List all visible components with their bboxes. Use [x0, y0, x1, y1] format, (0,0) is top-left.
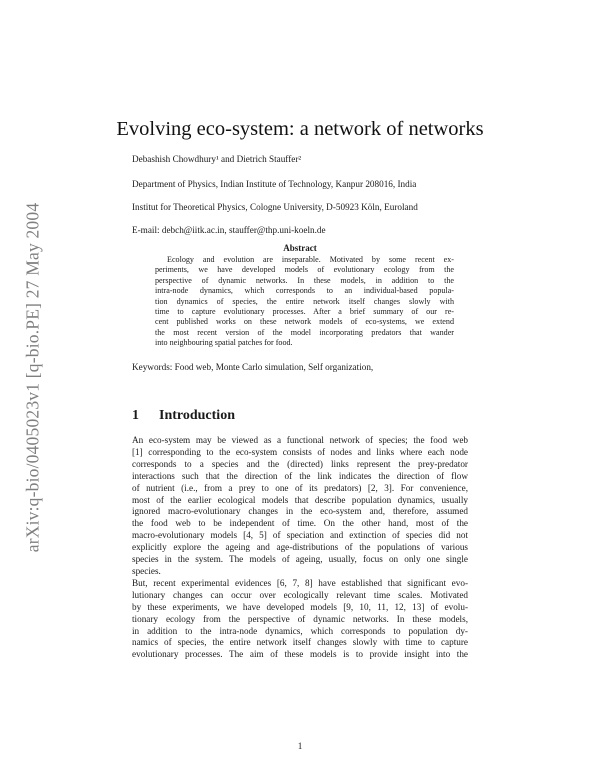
contact-email: E-mail: debch@iitk.ac.in, stauffer@thp.uni-koeln.de [132, 225, 326, 235]
body-line: An eco-system may be viewed as a functional network of species; the food web [132, 435, 468, 445]
body-line: tionary ecology from the perspective of dynamic networks. In these models, [132, 613, 468, 624]
introduction-body [132, 435, 468, 661]
section-number: 1 [132, 408, 139, 423]
author-list: Debashish Chowdhury¹ and Dietrich Stauffer² [132, 154, 302, 164]
abstract-line: Ecology and evolution are inseparable. Motivated by some recent ex- [167, 255, 454, 264]
body-line: ignored macro-evolutionary changes in the eco-system and, therefore, assumed [132, 506, 468, 517]
abstract-heading: Abstract [283, 243, 317, 253]
keywords-line: Keywords: Food web, Monte Carlo simulation, Self organization, [132, 362, 374, 372]
paper-title: Evolving eco-system: a network of networks [116, 118, 484, 140]
abstract-line: cent published works on these network models of eco-systems, we extend [155, 317, 454, 327]
body-line: by these experiments, we have developed models [9, 10, 11, 12, 13] of evolu- [132, 601, 468, 612]
abstract-body [155, 255, 454, 349]
page-number: 1 [297, 741, 303, 751]
body-line: lutionary changes can occur over ecologically relevant time scales. Motivated [132, 589, 468, 600]
abstract-line: time to capture evolutionary processes. After a brief summary of our re- [155, 307, 454, 317]
body-line: in addition to the intra-node dynamics, which corresponds to population dy- [132, 625, 468, 636]
abstract-line: periments, we have developed models of evolutionary ecology from the [155, 265, 454, 275]
body-line: But, recent experimental evidences [6, 7, 8] have established that significant evo- [132, 577, 468, 588]
abstract-line: into neighbouring spatial patches for food. [155, 338, 293, 348]
body-line: of nutrient (i.e., from a prey to one of its predators) [2, 3]. For convenience, [132, 482, 468, 493]
abstract-line: the most recent version of the model incorporating predators that wander [155, 327, 454, 337]
abstract-line: intra-node dynamics, which corresponds to an individual-based popula- [155, 286, 454, 296]
body-line: species in the system. The models of ageing, usually, focus on only one single [132, 554, 468, 565]
body-line: evolutionary processes. The aim of these models is to provide insight into the [132, 649, 468, 660]
affiliation-1: Department of Physics, Indian Institute of Technology, Kanpur 208016, India [132, 179, 417, 189]
body-line: namics of species, the entire network itself changes slowly with time to capture [132, 637, 468, 648]
arxiv-identifier-text: arXiv:q-bio/0405023v1 [q-bio.PE] 27 May 2004 [22, 202, 43, 552]
body-line: macro-evolutionary models [4, 5] of speciation and extinction of species did not [132, 530, 468, 541]
arxiv-identifier-stamp [15, 162, 51, 592]
body-line: explicitly explore the ageing and age-distributions of the populations of various [132, 542, 468, 553]
affiliation-2: Institut for Theoretical Physics, Cologne University, D-50923 Köln, Euroland [132, 202, 418, 212]
body-line: the food web to be independent of time. On the other hand, most of the [132, 518, 468, 529]
abstract-line: perspective of dynamic networks. In these models, in addition to the [155, 275, 454, 285]
body-line: interactions such that the direction of the link indicates the direction of flow [132, 470, 468, 481]
body-line: most of the earlier ecological models that describe population dynamics, usually [132, 494, 468, 505]
section-title: Introduction [159, 408, 235, 423]
abstract-line: tion dynamics of species, the entire network itself changes slowly with [155, 296, 454, 306]
body-line: [1] corresponding to the eco-system consists of nodes and links where each node [132, 446, 468, 457]
body-line: corresponds to a species and the (directed) links represent the prey-predator [132, 458, 468, 469]
section-heading [132, 408, 235, 424]
body-line: species. [132, 565, 161, 576]
